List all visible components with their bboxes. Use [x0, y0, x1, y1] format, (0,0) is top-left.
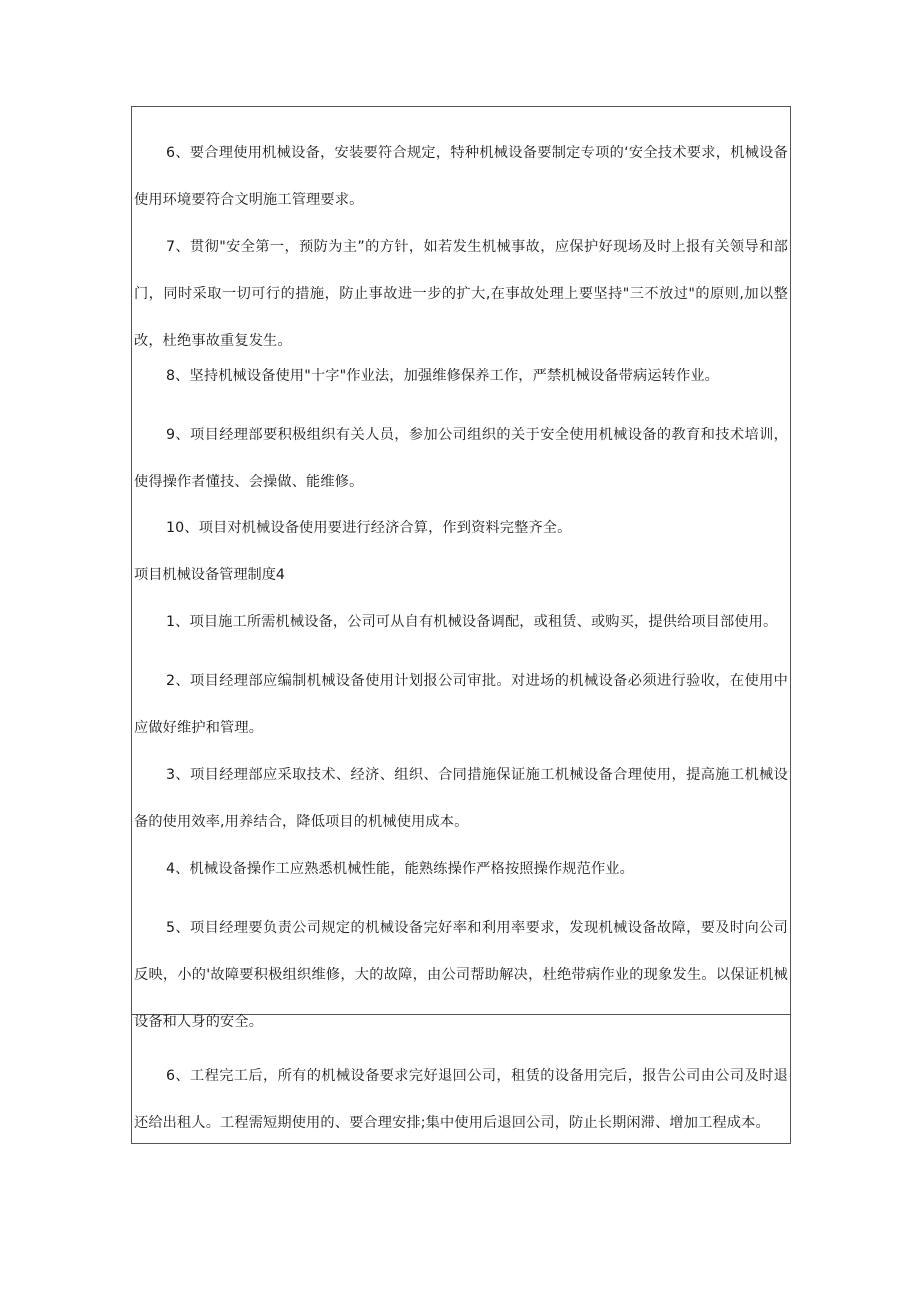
paragraph-7-safety-first: 7、贯彻"安全第一，预防为主”的方针，如若发生机械事故，应保护好现场及时上报有关领导和部门，同时采取一切可行的措施，防止事故进一步的扩大,在事故处理上要坚持"三不放过"的原则,加以整改，杜绝事故重复发生。: [134, 239, 788, 349]
paragraph-9-training: 9、项目经理部要积极组织有关人员，参加公司组织的关于安全使用机械设备的教育和技术培训，使得操作者懂技、会操做、能维修。: [134, 427, 788, 490]
paragraph-10-accounting: 10、项目对机械设备使用要进行经济合算，作到资料完整齐全。: [166, 520, 572, 536]
section-title: 项目机械设备管理制度4: [134, 567, 285, 583]
paragraph-5-maintenance: 5、项目经理要负责公司规定的机械设备完好率和利用率要求，发现机械设备故障，要及时向公司反映，小的'故障要积极组织维修，大的故障，由公司帮助解决，杜绝带病作业的现象发生。以保证机械设备和人身的安全。: [134, 920, 788, 1030]
upper-cell: [132, 107, 790, 1030]
paragraph-6-return-equipment: 6、工程完工后，所有的机械设备要求完好退回公司，租赁的设备用完后，报告公司由公司及时退还给出租人。工程需短期使用的、要合理安排;集中使用后退回公司，防止长期闲滞、增加工程成本。: [134, 1068, 788, 1131]
paragraph-6-equipment-use: 6、要合理使用机械设备，安装要符合规定，特种机械设备要制定专项的‘安全技术要求，机械设备使用环境要符合文明施工管理要求。: [134, 145, 788, 208]
paragraph-1-procurement: 1、项目施工所需机械设备，公司可从自有机械设备调配，或租赁、或购买，提供给项目部使用。: [166, 614, 778, 630]
paragraph-8-ten-character-method: 8、坚持机械设备使用"十字"作业法，加强维修保养工作，严禁机械设备带病运转作业。: [166, 368, 720, 384]
document-frame: [131, 106, 791, 1144]
paragraph-3-efficiency: 3、项目经理部应采取技术、经济、组织、合同措施保证施工机械设备合理使用，提高施工机械设备的使用效率,用养结合，降低项目的机械使用成本。: [134, 767, 788, 830]
paragraph-2-usage-plan: 2、项目经理部应编制机械设备使用计划报公司审批。对进场的机械设备必须进行验收，在使用中应做好维护和管理。: [134, 673, 788, 736]
paragraph-4-operators: 4、机械设备操作工应熟悉机械性能，能熟练操作严格按照操作规范作业。: [166, 861, 634, 877]
